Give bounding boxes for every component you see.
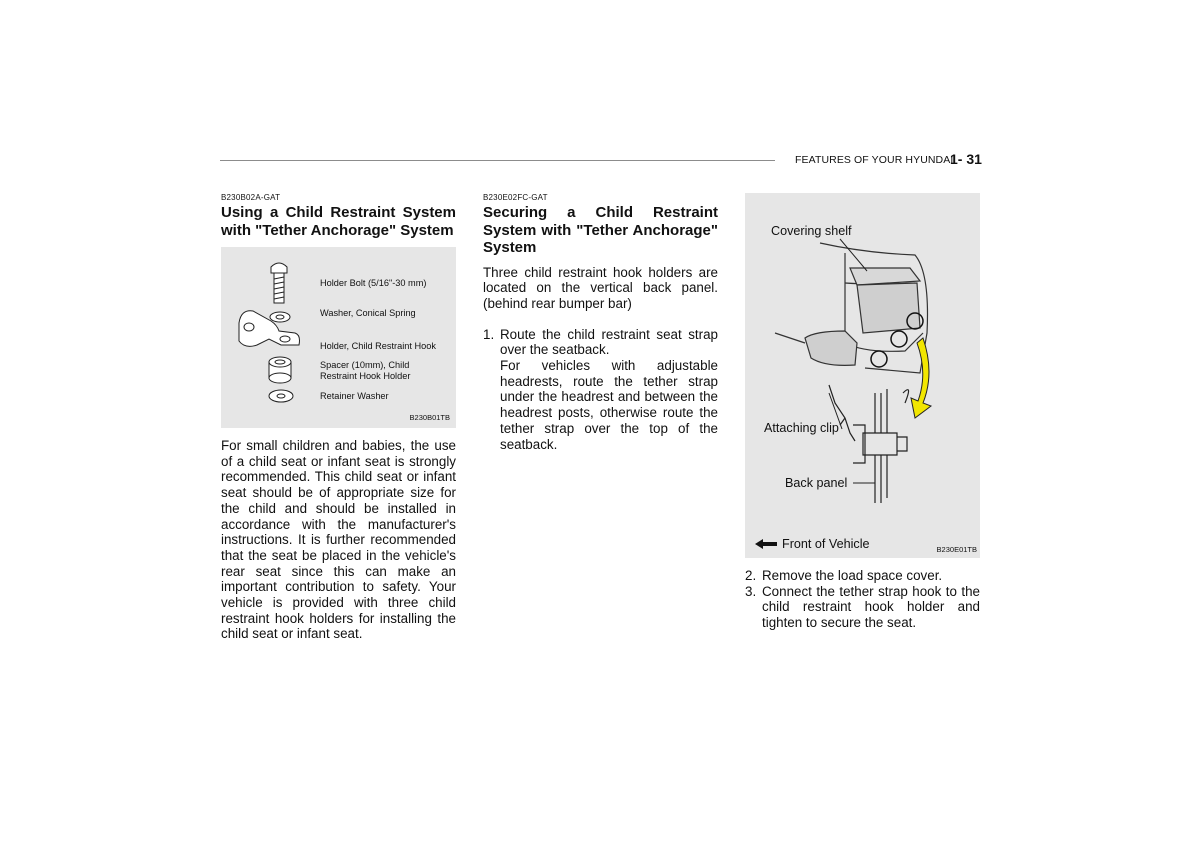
direction-arrow	[911, 338, 931, 418]
list-item	[483, 327, 718, 453]
header-rule	[220, 160, 775, 161]
section-code: B230B02A-GAT	[221, 193, 281, 202]
label-retainer-washer: Retainer Washer	[320, 391, 389, 401]
retainer-washer-drawing	[269, 390, 293, 402]
covering-shelf-leader	[840, 239, 867, 271]
conical-washer-drawing	[270, 312, 290, 322]
spacer-drawing	[269, 357, 291, 383]
hook-holder-parts-figure	[221, 247, 456, 428]
step-number: 3.	[745, 583, 757, 599]
running-header: FEATURES OF YOUR HYUNDAI	[795, 154, 954, 166]
intro-paragraph: Three child restraint hook holders are located on the vertical back panel. (behind rear bumper bar)	[483, 264, 718, 311]
left-column	[221, 193, 456, 642]
step-number: 1.	[483, 326, 495, 342]
right-column	[745, 193, 980, 631]
body-paragraph: For small children and babies, the use of a child seat or infant seat is strongly recommended. This child seat or infant seat should be of appropriate size for the child and should be installed in accordance with the manufacturer's instructions. It is further recommended that the seat be placed in the vehicle's rear seat since this can make an important contribution to safety. Your vehicle is provided with three child restraint hook holders for installing the child seat or infant seat.	[221, 438, 456, 642]
label-front-of-vehicle: Front of Vehicle	[782, 537, 870, 551]
section-heading: Securing a Child Restraint System with "Tether Anchorage" System	[483, 204, 718, 256]
instruction-list	[745, 568, 980, 631]
label-attaching-clip: Attaching clip	[764, 421, 839, 435]
hook-holder-drawing	[239, 311, 300, 347]
label-holder-bolt: Holder Bolt (5/16"-30 mm)	[320, 278, 427, 288]
label-spacer: Spacer (10mm), Child Restraint Hook Holder	[320, 360, 411, 381]
figure-code: B230B01TB	[409, 413, 450, 422]
step-subtext: For vehicles with adjustable headrests, route the tether strap under the headrest and between the headrest posts, otherwise route the tether strap over the top of the seatback.	[500, 358, 718, 452]
cargo-area-illustration	[745, 193, 980, 558]
front-arrow-icon	[755, 539, 777, 549]
figure-code: B230E01TB	[936, 545, 977, 554]
step-text: Connect the tether strap hook to the child restraint hook holder and tighten to secure the seat.	[762, 583, 980, 631]
list-item	[745, 568, 980, 584]
middle-column	[483, 193, 718, 452]
vehicle-rear-drawing	[775, 243, 928, 373]
label-conical-washer: Washer, Conical Spring	[320, 308, 416, 318]
list-item	[745, 584, 980, 631]
label-covering-shelf: Covering shelf	[771, 224, 852, 238]
step-text: Route the child restraint seat strap over the seatback.	[500, 326, 718, 358]
label-hook-holder: Holder, Child Restraint Hook	[320, 341, 436, 351]
step-text: Remove the load space cover.	[762, 568, 943, 583]
section-heading: Using a Child Restraint System with "Tether Anchorage" System	[221, 204, 456, 239]
label-back-panel: Back panel	[785, 476, 848, 490]
holder-bolt-drawing	[271, 263, 287, 303]
page-number: 1- 31	[950, 151, 982, 167]
instruction-list	[483, 327, 718, 453]
section-code: B230E02FC-GAT	[483, 193, 548, 202]
tether-anchorage-figure	[745, 193, 980, 558]
step-number: 2.	[745, 568, 757, 583]
